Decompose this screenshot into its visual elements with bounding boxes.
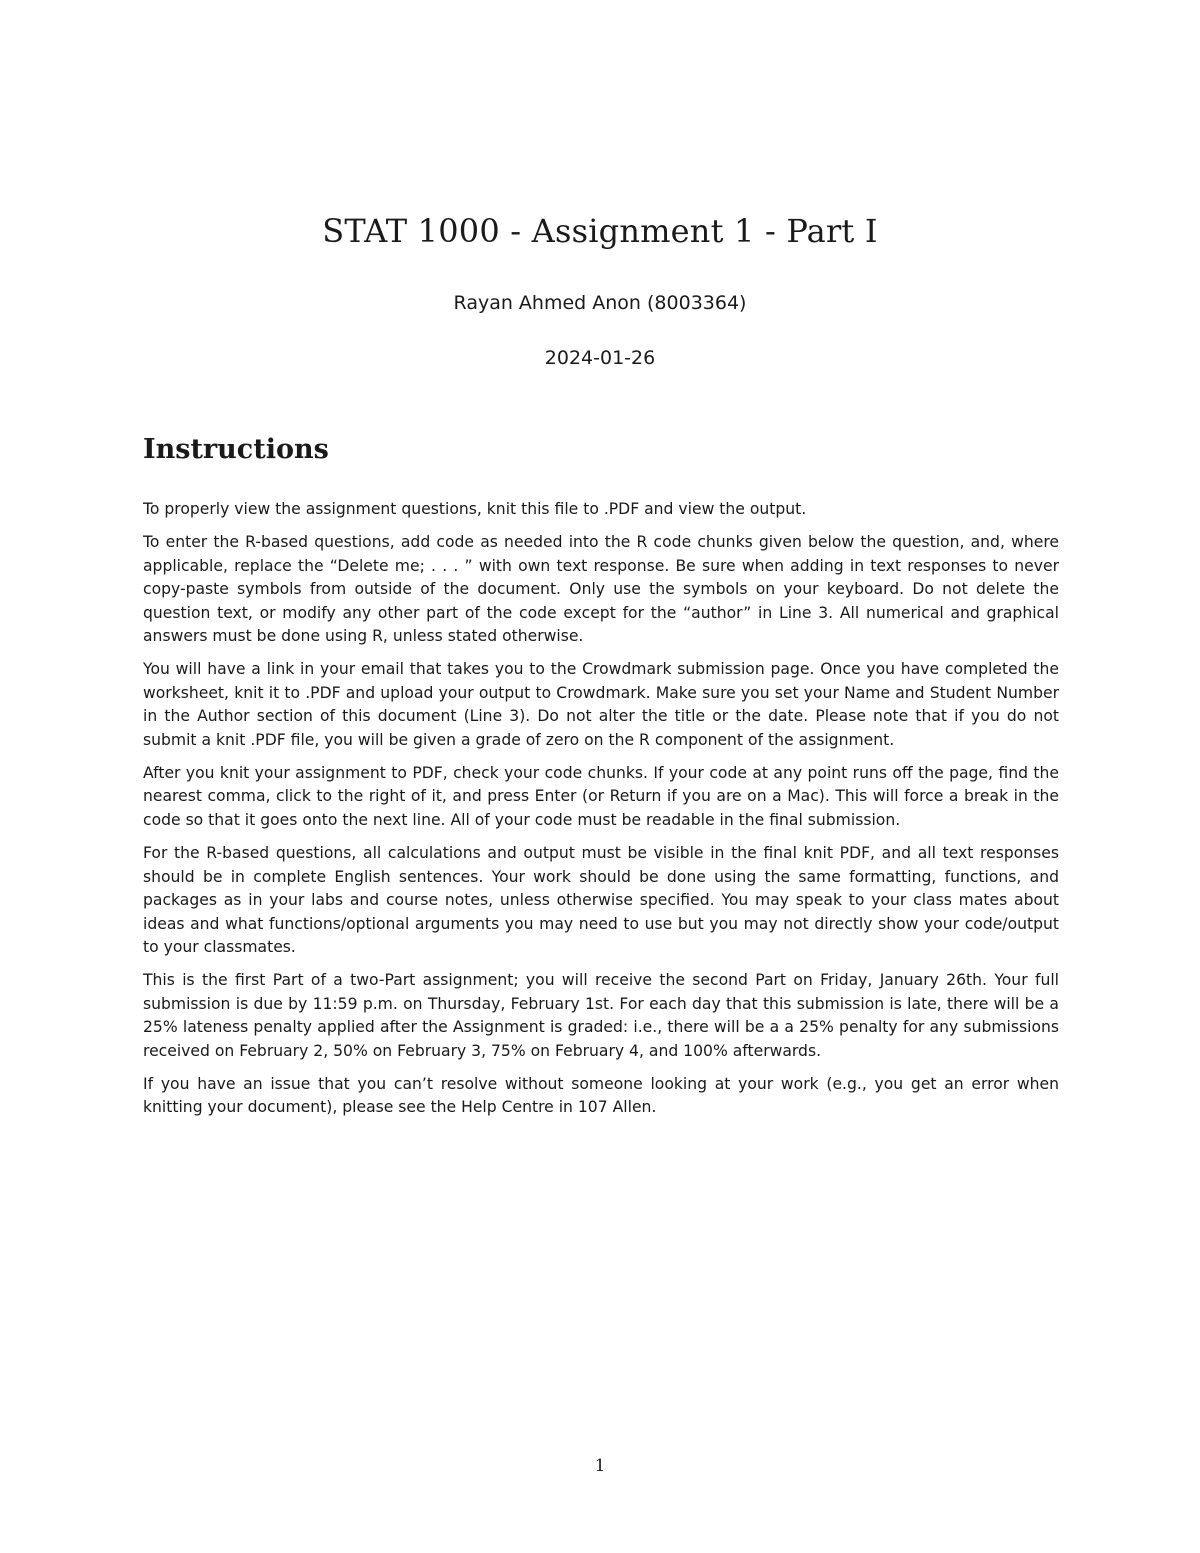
document-date: 2024-01-26 [544, 347, 656, 369]
paragraph: For the R-based questions, all calculations and output must be visible in the final knit PDF, and all text responses should be in complete English sentences. Your work should be done using the same formatting, functions, and packages as in your labs and course notes, unless otherwise specified. You may speak to your class mates about ideas and what functions/optional arguments you may need to use but you may not directly show your code/output to your classmates. [143, 844, 1059, 956]
document-author: Rayan Ahmed Anon (8003364) [453, 292, 747, 314]
paragraph: To properly view the assignment questions, knit this file to .PDF and view the output. [143, 500, 807, 518]
document-title: STAT 1000 - Assignment 1 - Part I [322, 212, 878, 250]
paragraph: After you knit your assignment to PDF, check your code chunks. If your code at any point runs off the page, find the nearest comma, click to the right of it, and press Enter (or Return if you are on a Mac). This will force a break in the code so that it goes onto the next line. All of your code must be readable in the final submission. [143, 764, 1059, 829]
paragraph: To enter the R-based questions, add code as needed into the R code chunks given below the question, and, where applicable, replace the “Delete me; . . . ” with own text response. Be sure when adding in text responses to never copy-paste symbols from outside of the document. Only use the symbols on your keyboard. Do not delete the question text, or modify any other part of the code except for the “author” in Line 3. All numerical and graphical answers must be done using R, unless stated otherwise. [143, 533, 1059, 646]
section-heading-instructions: Instructions [143, 434, 329, 465]
paragraph: This is the first Part of a two-Part assignment; you will receive the second Part on Friday, January 26th. Your full submission is due by 11:59 p.m. on Thursday, February 1st. For each day that this submission is late, there will be a 25% lateness penalty applied after the Assignment is graded: i.e., there will be a a 25% penalty for any submissions received on February 2, 50% on February 3, 75% on February 4, and 100% afterwards. [143, 971, 1059, 1060]
paragraph: If you have an issue that you can’t resolve without someone looking at your work (e.g., you get an error when knitting your document), please see the Help Centre in 107 Allen. [143, 1074, 1059, 1117]
page-number: 1 [594, 1456, 606, 1476]
paragraph: You will have a link in your email that takes you to the Crowdmark submission page. Once you have completed the worksheet, knit it to .PDF and upload your output to Crowdmark. Make sure you set your Name and Student Number in the Author section of this document (Line 3). Do not alter the title or the date. Please note that if you do not submit a knit .PDF file, you will be given a grade of zero on the R component of the assignment. [143, 660, 1059, 749]
instructions-body [143, 498, 1059, 1130]
